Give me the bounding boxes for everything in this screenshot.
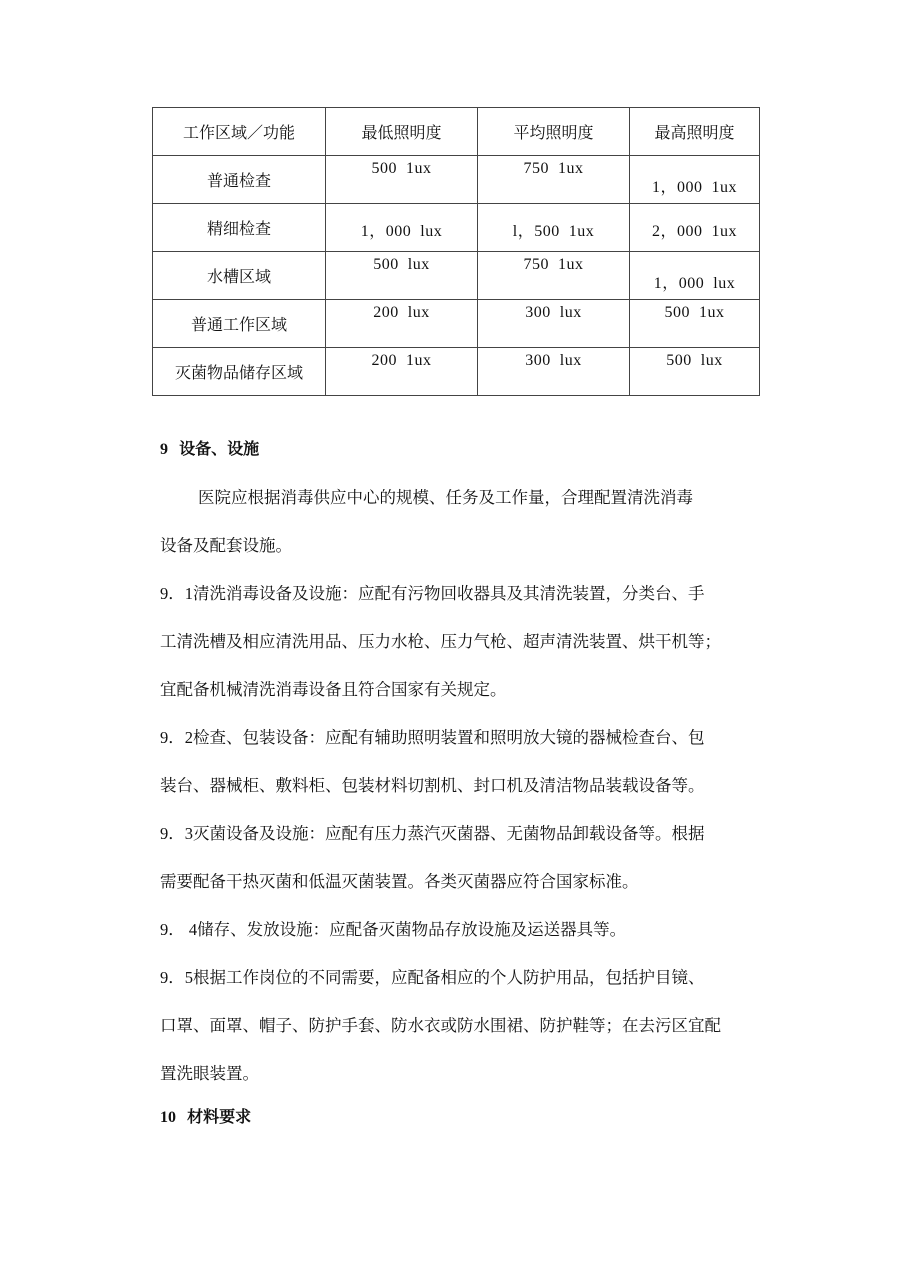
table-header-cell: 平均照明度	[478, 108, 630, 156]
paragraph-line: 口罩、面罩、帽子、防护手套、防水衣或防水围裙、防护鞋等；在去污区宜配	[160, 1016, 721, 1035]
table-row	[153, 156, 760, 204]
table-cell-max: 1，000 lux	[653, 275, 736, 292]
clause-text: 储存、发放设施：应配备灭菌物品存放设施及运送器具等。	[197, 920, 627, 939]
table-cell-area: 精细检查	[153, 204, 326, 252]
paragraph-line: 设备及配套设施。	[160, 536, 292, 555]
table-cell-avg: 300 lux	[525, 304, 582, 321]
section-heading	[160, 1104, 251, 1127]
paragraph-line	[160, 580, 705, 604]
section-number: 10	[160, 1109, 176, 1126]
clause-number: 9．2	[160, 728, 193, 747]
table-cell-avg: 750 1ux	[523, 256, 584, 273]
clause-text: 灭菌设备及设施：应配有压力蒸汽灭菌器、无菌物品卸载设备等。根据	[193, 824, 705, 843]
paragraph-line: 需要配备干热灭菌和低温灭菌装置。各类灭菌器应符合国家标准。	[160, 872, 639, 891]
clause-number: 9．1	[160, 584, 193, 603]
table-header-cell: 最低照明度	[326, 108, 478, 156]
table-cell-area: 普通工作区域	[153, 300, 326, 348]
section-title: 材料要求	[187, 1107, 252, 1126]
table-cell-avg: 750 1ux	[523, 160, 584, 177]
table-cell-max: 500 lux	[666, 352, 723, 369]
table-header-row	[153, 108, 760, 156]
table-header-cell: 最高照明度	[630, 108, 760, 156]
clause-number: 9．3	[160, 824, 193, 843]
paragraph-line: 工清洗槽及相应清洗用品、压力水枪、压力气枪、超声清洗装置、烘干机等；	[160, 632, 721, 651]
table-cell-max: 1，000 1ux	[651, 179, 737, 196]
table-cell-area: 水槽区域	[153, 252, 326, 300]
paragraph-line	[160, 724, 705, 748]
table-cell-avg: 300 lux	[525, 352, 582, 369]
illumination-table	[152, 107, 760, 396]
paragraph-line: 医院应根据消毒供应中心的规模、任务及工作量，合理配置清洗消毒	[198, 488, 693, 507]
clause-number: 9．5	[160, 968, 193, 987]
table-cell-area: 灭菌物品储存区域	[153, 348, 326, 396]
table-cell-min: 1，000 lux	[360, 223, 443, 240]
table-row	[153, 204, 760, 252]
section-heading	[160, 436, 259, 459]
paragraph-line: 置洗眼装置。	[160, 1064, 259, 1083]
section-number: 9	[160, 441, 168, 458]
table-cell-max: 2，000 1ux	[651, 223, 737, 240]
table-cell-avg: l，500 1ux	[512, 223, 595, 240]
table-cell-area: 普通检查	[153, 156, 326, 204]
table-header-cell: 工作区域／功能	[153, 108, 326, 156]
table-cell-min: 200 lux	[373, 304, 430, 321]
clause-text: 清洗消毒设备及设施：应配有污物回收器具及其清洗装置，分类台、手	[193, 584, 705, 603]
paragraph-line: 装台、器械柜、敷料柜、包装材料切割机、封口机及清洁物品装载设备等。	[160, 776, 705, 795]
clause-text: 检查、包装设备：应配有辅助照明装置和照明放大镜的器械检查台、包	[193, 728, 705, 747]
section-title: 设备、设施	[179, 439, 260, 458]
paragraph-line	[160, 916, 626, 940]
paragraph-line: 宜配备机械清洗消毒设备且符合国家有关规定。	[160, 680, 507, 699]
table-row	[153, 300, 760, 348]
table-cell-min: 500 1ux	[371, 160, 432, 177]
paragraph-line	[160, 820, 705, 844]
clause-number: 9． 4	[160, 920, 198, 939]
table-cell-min: 500 lux	[373, 256, 430, 273]
table-cell-max: 500 1ux	[664, 304, 725, 321]
table-row	[153, 348, 760, 396]
table-row	[153, 252, 760, 300]
paragraph-line	[160, 964, 705, 988]
table-cell-min: 200 1ux	[371, 352, 432, 369]
clause-text: 根据工作岗位的不同需要，应配备相应的个人防护用品，包括护目镜、	[193, 968, 705, 987]
